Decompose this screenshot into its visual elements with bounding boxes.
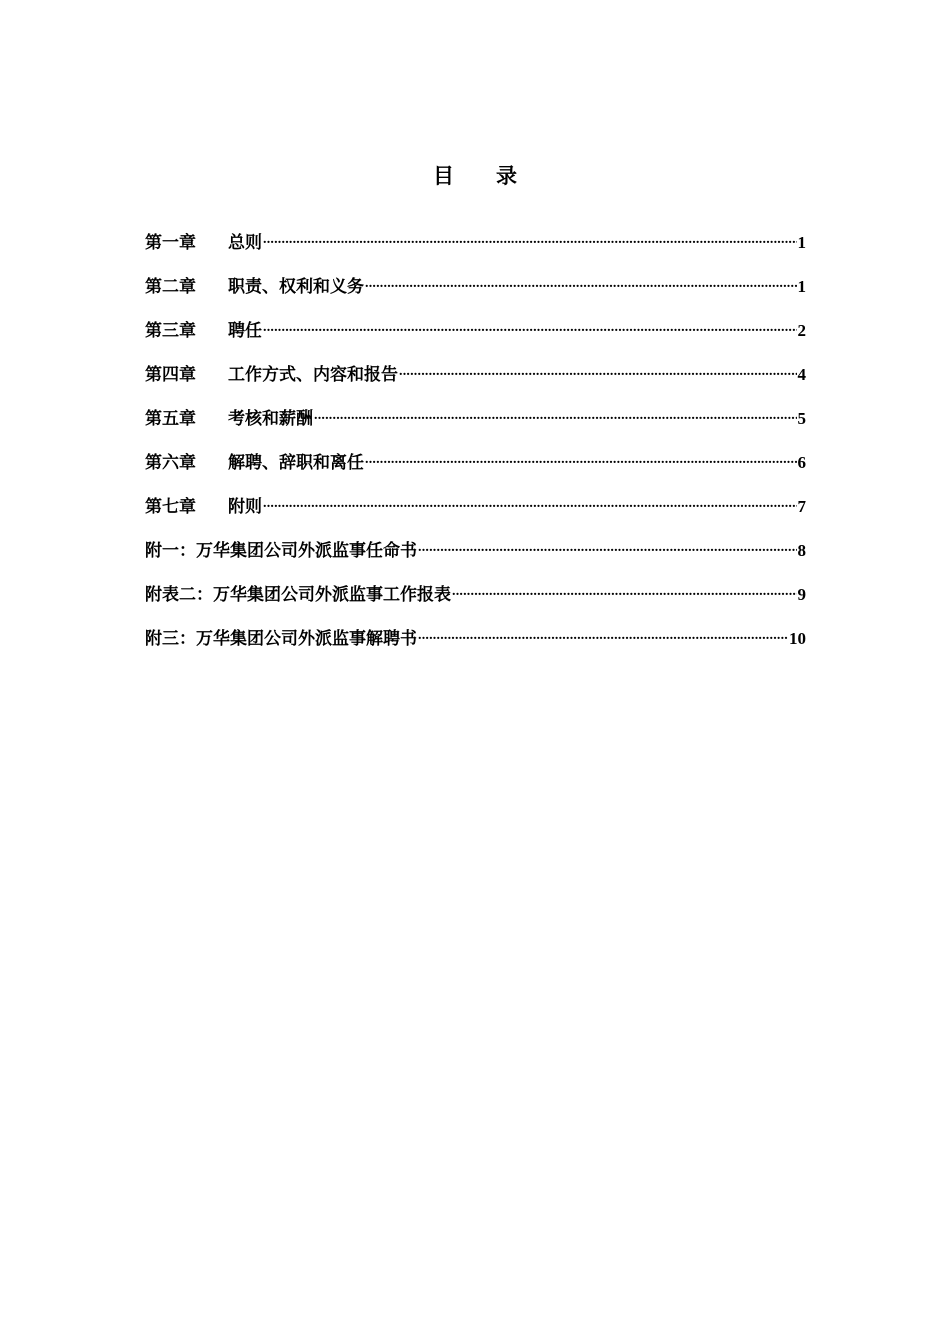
toc-page-number: 6 [797, 453, 806, 472]
toc-entry-label: 附则 [228, 497, 262, 517]
toc-leader-dots [263, 228, 797, 248]
toc-entry-appendix-1[interactable] [145, 536, 806, 580]
toc-entry-chapter-1[interactable] [145, 228, 806, 272]
toc-leader-dots [314, 404, 797, 424]
toc-leader-dots [365, 272, 797, 292]
toc-chapter-number: 第六章 [145, 453, 196, 473]
toc-chapter-number: 第五章 [145, 409, 196, 429]
toc-page-number: 10 [789, 629, 806, 648]
toc-entry-label: 工作方式、内容和报告 [228, 365, 398, 385]
toc-entry-label: 职责、权利和义务 [228, 277, 364, 297]
toc-leader-dots [418, 536, 797, 556]
toc-page-number: 8 [797, 541, 806, 560]
toc-chapter-number: 第一章 [145, 233, 196, 253]
toc-entry-chapter-5[interactable] [145, 404, 806, 448]
toc-leader-dots [263, 316, 797, 336]
toc-page-number: 9 [797, 585, 806, 604]
toc-page-number: 7 [797, 497, 806, 516]
toc-entry-label: 考核和薪酬 [228, 409, 313, 429]
toc-page-number: 1 [797, 277, 806, 296]
toc-entry-label: 附表二：万华集团公司外派监事工作报表 [145, 585, 451, 605]
toc-entry-label: 解聘、辞职和离任 [228, 453, 364, 473]
table-of-contents [145, 228, 806, 668]
toc-entry-chapter-6[interactable] [145, 448, 806, 492]
toc-title-char-2: 录 [496, 163, 517, 188]
toc-page-number: 1 [797, 233, 806, 252]
toc-entry-chapter-7[interactable] [145, 492, 806, 536]
toc-chapter-number: 第七章 [145, 497, 196, 517]
toc-page-number: 4 [797, 365, 806, 384]
toc-entry-label: 附三：万华集团公司外派监事解聘书 [145, 629, 417, 649]
toc-chapter-number: 第三章 [145, 321, 196, 341]
toc-leader-dots [452, 580, 797, 600]
toc-chapter-number: 第四章 [145, 365, 196, 385]
toc-entry-chapter-4[interactable] [145, 360, 806, 404]
toc-entry-chapter-3[interactable] [145, 316, 806, 360]
toc-entry-label: 聘任 [228, 321, 262, 341]
toc-title [0, 160, 950, 190]
toc-entry-label: 总则 [228, 233, 262, 253]
toc-page-number: 5 [797, 409, 806, 428]
toc-leader-dots [418, 624, 788, 644]
toc-page-number: 2 [797, 321, 806, 340]
toc-leader-dots [399, 360, 797, 380]
toc-title-char-1: 目 [433, 163, 454, 188]
toc-leader-dots [263, 492, 797, 512]
toc-leader-dots [365, 448, 797, 468]
toc-entry-appendix-3[interactable] [145, 624, 806, 668]
toc-entry-label: 附一：万华集团公司外派监事任命书 [145, 541, 417, 561]
toc-chapter-number: 第二章 [145, 277, 196, 297]
toc-entry-chapter-2[interactable] [145, 272, 806, 316]
toc-entry-appendix-2[interactable] [145, 580, 806, 624]
